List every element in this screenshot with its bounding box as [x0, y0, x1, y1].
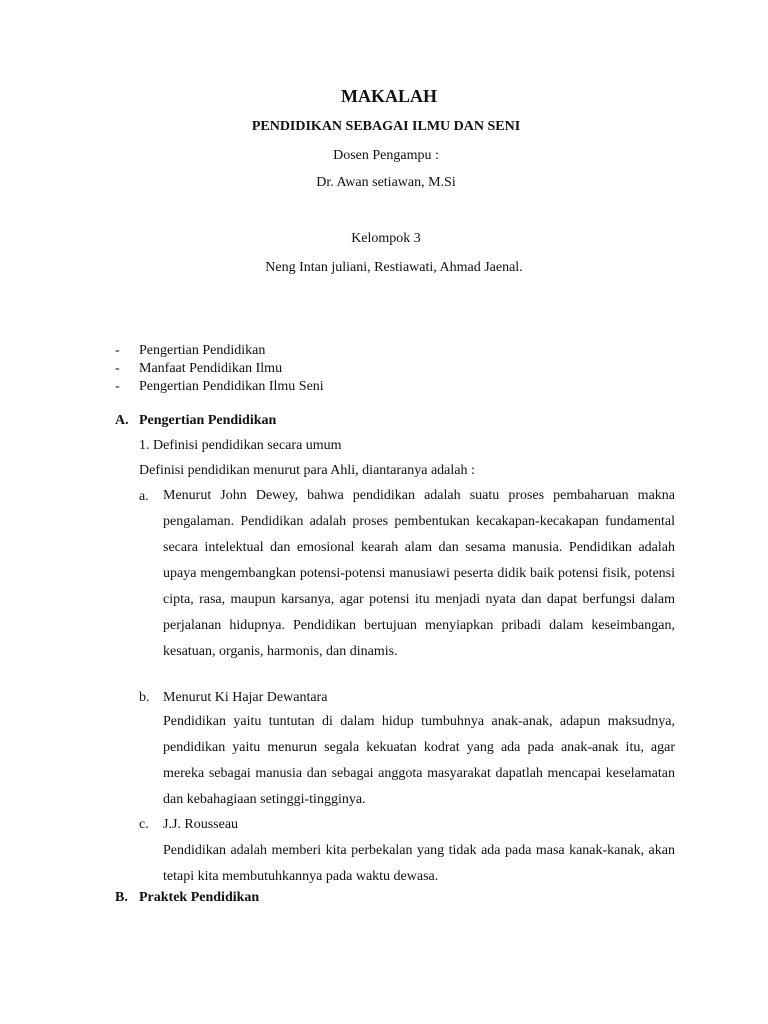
- dash-bullet: -: [115, 379, 120, 394]
- section-title: Praktek Pendidikan: [139, 890, 260, 905]
- lecturer-name: Dr. Awan setiawan, M.Si: [316, 175, 456, 190]
- item-heading: Menurut Ki Hajar Dewantara: [163, 690, 328, 705]
- item-heading: J.J. Rousseau: [163, 817, 239, 832]
- section-letter: A.: [115, 413, 129, 428]
- outline-item-label: Pengertian Pendidikan Ilmu Seni: [139, 379, 324, 394]
- outline-list: [115, 342, 324, 396]
- dash-bullet: -: [115, 361, 120, 376]
- group-label: Kelompok 3: [351, 231, 421, 246]
- definition-item-heading: [139, 817, 238, 833]
- section-a-heading: [115, 413, 276, 429]
- item-marker: a.: [139, 489, 149, 504]
- section-letter: B.: [115, 890, 128, 905]
- outline-item: [115, 360, 324, 378]
- subsection-heading: 1. Definisi pendidikan secara umum: [139, 438, 342, 453]
- item-body: Pendidikan adalah memberi kita perbekalan yang tidak ada pada masa kanak-kanak, akan tetapi kita membutuhkannya pada waktu dewasa.: [163, 843, 675, 884]
- item-marker: c.: [139, 817, 149, 832]
- document-subtitle: PENDIDIKAN SEBAGAI ILMU DAN SENI: [251, 119, 521, 134]
- outline-item-label: Manfaat Pendidikan Ilmu: [139, 361, 283, 376]
- item-body: Menurut John Dewey, bahwa pendidikan adalah suatu proses pembaharuan makna pengalaman. Pendidikan adalah proses pembentukan kecakapan-kecakapan fundamental secara intelektual dan emosional kearah alam dan sesama manusia. Pendidikan adalah upaya mengembangkan potensi-potensi manusiawi peserta didik baik potensi fisik, potensi cipta, rasa, maupun karsanya, agar potensi itu menjadi nyata dan dapat berfungsi dalam perjalanan hidupnya. Pendidikan bertujuan menyiapkan pribadi dalam keseimbangan, kesatuan, organis, harmonis, dan dinamis.: [163, 488, 675, 659]
- outline-item: [115, 342, 324, 360]
- section-b-heading: [115, 890, 259, 906]
- definition-item-heading: [139, 690, 327, 706]
- document-title: MAKALAH: [341, 86, 437, 106]
- lecturer-label: Dosen Pengampu :: [333, 148, 439, 163]
- outline-item-label: Pengertian Pendidikan: [139, 343, 266, 358]
- definition-intro: Definisi pendidikan menurut para Ahli, diantaranya adalah :: [139, 463, 475, 478]
- item-body: Pendidikan yaitu tuntutan di dalam hidup tumbuhnya anak-anak, adapun maksudnya, pendidikan yaitu menurun segala kekuatan kodrat yang ada pada anak-anak itu, agar mereka sebagai manusia dan sebagai anggota masyarakat dapatlah mencapai keselamatan dan kebahagiaan setinggi-tingginya.: [163, 714, 675, 807]
- dash-bullet: -: [115, 343, 120, 358]
- outline-item: [115, 378, 324, 396]
- section-title: Pengertian Pendidikan: [139, 413, 277, 428]
- item-marker: b.: [139, 690, 150, 705]
- group-members: Neng Intan juliani, Restiawati, Ahmad Jaenal.: [265, 260, 523, 275]
